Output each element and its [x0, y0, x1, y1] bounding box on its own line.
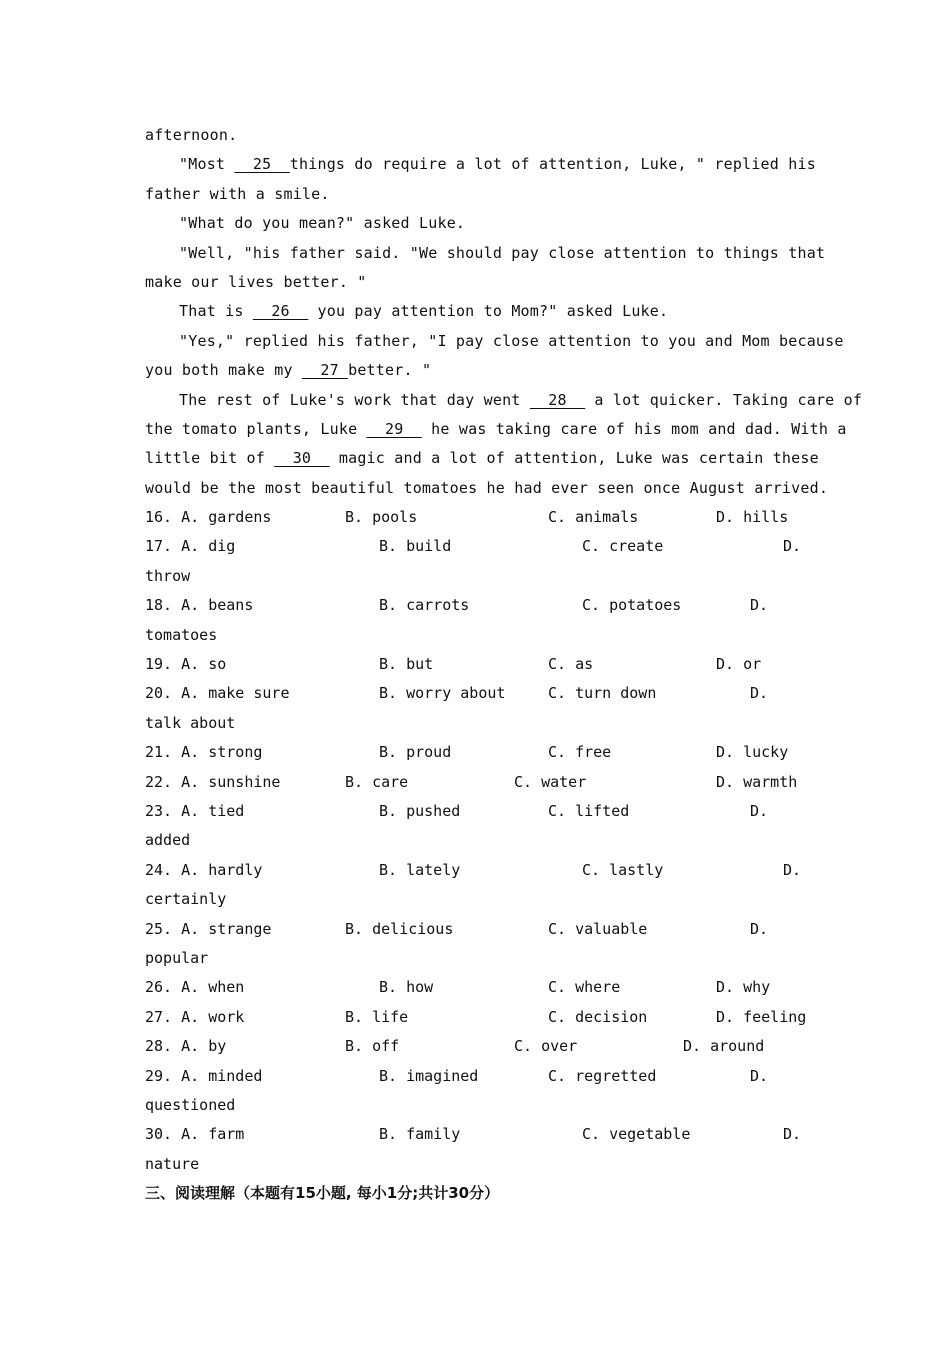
blank-30: 30 — [274, 449, 330, 468]
exam-page — [145, 121, 863, 1208]
passage-line: afternoon. — [145, 126, 238, 144]
passage-line: "Yes," replied his father, "I pay close attention to you and Mom because — [179, 331, 844, 350]
question-18-wrap: tomatoes — [145, 625, 218, 644]
blank-26: 26 — [252, 302, 309, 321]
question-19: 19. A. so B. but C. as D. or — [145, 655, 762, 674]
question-25: 25. A. strange B. delicious C. valuable D. — [145, 919, 769, 938]
passage-line: The rest of Luke's work that day went 28 a lot quicker. Taking care of — [179, 390, 863, 409]
question-23-wrap: added — [145, 831, 191, 850]
passage-line: the tomato plants, Luke 29 he was taking care of his mom and dad. With a — [145, 419, 847, 438]
question-25-wrap: popular — [145, 948, 209, 967]
passage-line: you both make my 27 better. " — [145, 361, 432, 380]
question-20: 20. A. make sure B. worry about C. turn down D. — [145, 684, 769, 703]
question-16: 16. A. gardens B. pools C. animals D. hills — [145, 508, 789, 527]
blank-27: 27 — [301, 361, 349, 380]
blank-25: 25 — [234, 155, 290, 174]
question-17-wrap: throw — [145, 566, 191, 585]
passage-line: make our lives better. " — [145, 272, 367, 291]
question-23: 23. A. tied B. pushed C. lifted D. — [145, 801, 769, 820]
passage-line: little bit of 30 magic and a lot of attention, Luke was certain these — [145, 449, 819, 468]
blank-28: 28 — [529, 390, 586, 409]
question-20-wrap: talk about — [145, 713, 236, 732]
question-21: 21. A. strong B. proud C. free D. lucky — [145, 743, 789, 762]
question-18: 18. A. beans B. carrots C. potatoes D. — [145, 596, 769, 615]
section-heading: 三、阅读理解（本题有15小题, 每小1分;共计30分） — [145, 1184, 500, 1203]
passage-line: That is 26 you pay attention to Mom?" asked Luke. — [179, 302, 669, 321]
passage-line: "Well, "his father said. "We should pay close attention to things that — [179, 243, 826, 262]
question-30-wrap: nature — [145, 1154, 200, 1173]
question-24: 24. A. hardly B. lately C. lastly D. — [145, 860, 802, 879]
question-30: 30. A. farm B. family C. vegetable D. — [145, 1125, 802, 1144]
passage-line: father with a smile. — [145, 184, 330, 203]
question-27: 27. A. work B. life C. decision D. feeling — [145, 1007, 807, 1026]
question-28: 28. A. by B. off C. over D. around — [145, 1037, 765, 1056]
question-24-wrap: certainly — [145, 890, 227, 909]
question-29-wrap: questioned — [145, 1095, 236, 1114]
passage-line: would be the most beautiful tomatoes he had ever seen once August arrived. — [145, 478, 829, 497]
passage-line: "What do you mean?" asked Luke. — [179, 214, 466, 233]
blank-29: 29 — [366, 419, 422, 438]
question-17: 17. A. dig B. build C. create D. — [145, 537, 802, 556]
question-26: 26. A. when B. how C. where D. why — [145, 978, 771, 997]
passage-line: "Most 25 things do require a lot of attention, Luke, " replied his — [179, 155, 816, 174]
question-29: 29. A. minded B. imagined C. regretted D. — [145, 1066, 769, 1085]
question-22: 22. A. sunshine B. care C. water D. warmth — [145, 772, 798, 791]
